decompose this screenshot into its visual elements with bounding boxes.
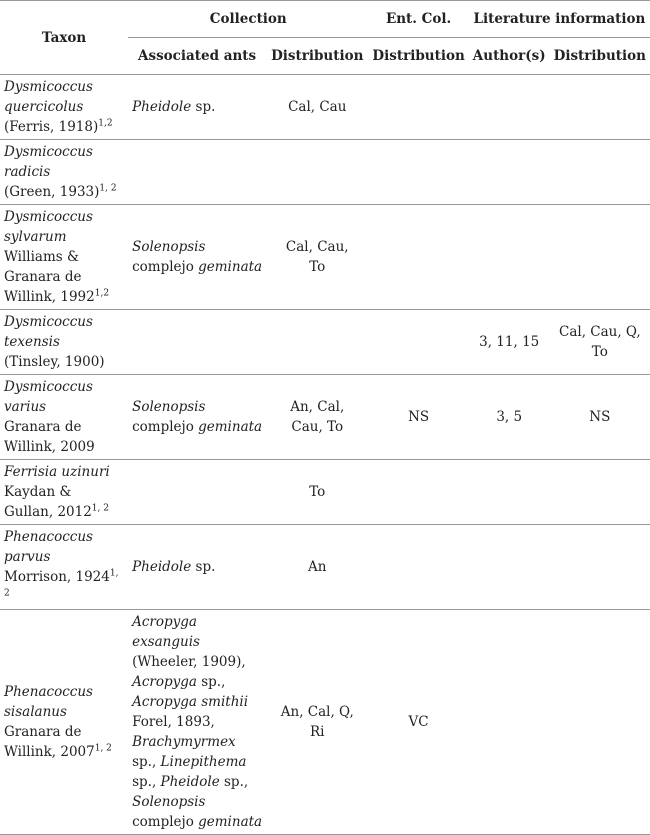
lit-distribution-cell: NS <box>589 409 611 425</box>
ent-col-cell <box>368 525 468 610</box>
ants-cell <box>128 460 266 525</box>
ants-cell <box>128 310 266 375</box>
table-row <box>0 375 650 460</box>
ent-col-cell <box>368 140 468 205</box>
lit-distribution-cell <box>550 610 650 835</box>
lit-distribution-cell <box>550 75 650 140</box>
taxon-cell: Dysmicoccus texensis (Tinsley, 1900) <box>4 314 105 370</box>
ent-col-cell: VC <box>408 714 429 730</box>
lit-distribution-cell <box>550 460 650 525</box>
table-row <box>0 525 650 610</box>
ants-cell: Solenopsis complejo geminata <box>132 239 263 275</box>
lit-authors-cell <box>469 460 550 525</box>
ent-col-cell: NS <box>408 409 430 425</box>
ent-col-distribution-header: Distribution <box>368 38 468 75</box>
ants-cell <box>128 140 266 205</box>
collection-distribution-cell: An, Cal, Q, Ri <box>280 704 354 740</box>
collection-distribution-cell: An <box>308 559 327 575</box>
table-row <box>0 460 650 525</box>
taxon-cell: Dysmicoccus radicis (Green, 1933)$^{1, 2}$ <box>4 144 117 200</box>
lit-distribution-cell: Cal, Cau, Q, To <box>559 324 641 360</box>
ent-col-cell <box>368 310 468 375</box>
lit-authors-cell <box>469 140 550 205</box>
taxon-cell: Phenacoccus parvus Morrison, 1924$^{1, 2}$ <box>4 529 119 599</box>
lit-distribution-cell <box>550 205 650 310</box>
collection-distribution-cell <box>266 140 368 205</box>
lit-authors-cell: 3, 5 <box>496 409 523 425</box>
taxon-cell: Dysmicoccus varius Granara de Willink, 2009 <box>4 379 95 455</box>
taxon-cell: Dysmicoccus sylvarum Williams & Granara de Willink, 1992$^{1,2}$ <box>4 209 110 305</box>
lit-distribution-cell <box>550 140 650 205</box>
collection-distribution-cell: Cal, Cau, To <box>285 239 349 275</box>
literature-distribution-header: Distribution <box>550 38 650 75</box>
taxon-cell: Dysmicoccus quercicolus (Ferris, 1918)$^{1,2}$ <box>4 79 113 135</box>
collection-distribution-cell: An, Cal, Cau, To <box>290 399 345 435</box>
taxon-cell: Phenacoccus sisalanus Granara de Willink, 2007$^{1, 2}$ <box>4 684 112 760</box>
collection-distribution-cell: To <box>309 484 326 500</box>
ent-col-cell <box>368 460 468 525</box>
taxon-header: Taxon <box>0 1 128 75</box>
ent-col-header: Ent. Col. <box>368 1 468 38</box>
ants-cell: Acropyga exsanguis (Wheeler, 1909), Acropyga sp., Acropyga smithii Forel, 1893, Brachymyrmex sp., Linepithema sp., Pheidole sp., Solenopsis complejo geminata <box>132 614 263 830</box>
lit-authors-cell <box>469 75 550 140</box>
literature-header: Literature information <box>469 1 650 38</box>
collection-distribution-cell <box>266 310 368 375</box>
table-row <box>0 75 650 140</box>
ants-cell: Solenopsis complejo geminata <box>132 399 263 435</box>
lit-authors-cell: 3, 11, 15 <box>479 334 540 350</box>
table-row <box>0 310 650 375</box>
lit-authors-cell <box>469 205 550 310</box>
ants-cell: Pheidole sp. <box>132 559 216 575</box>
taxon-cell: Ferrisia uzinuri Kaydan & Gullan, 2012$^{1, 2}$ <box>4 464 110 520</box>
authors-header: Author(s) <box>469 38 550 75</box>
associated-ants-header: Associated ants <box>128 38 266 75</box>
collection-header: Collection <box>128 1 368 38</box>
ent-col-cell <box>368 75 468 140</box>
collection-distribution-header: Distribution <box>266 38 368 75</box>
ent-col-cell <box>368 205 468 310</box>
lit-authors-cell <box>469 610 550 835</box>
lit-authors-cell <box>469 525 550 610</box>
collection-distribution-cell: Cal, Cau <box>288 99 347 115</box>
ants-cell: Pheidole sp. <box>132 99 216 115</box>
lit-distribution-cell <box>550 525 650 610</box>
table-row <box>0 140 650 205</box>
table-row <box>0 610 650 835</box>
table-row <box>0 205 650 310</box>
